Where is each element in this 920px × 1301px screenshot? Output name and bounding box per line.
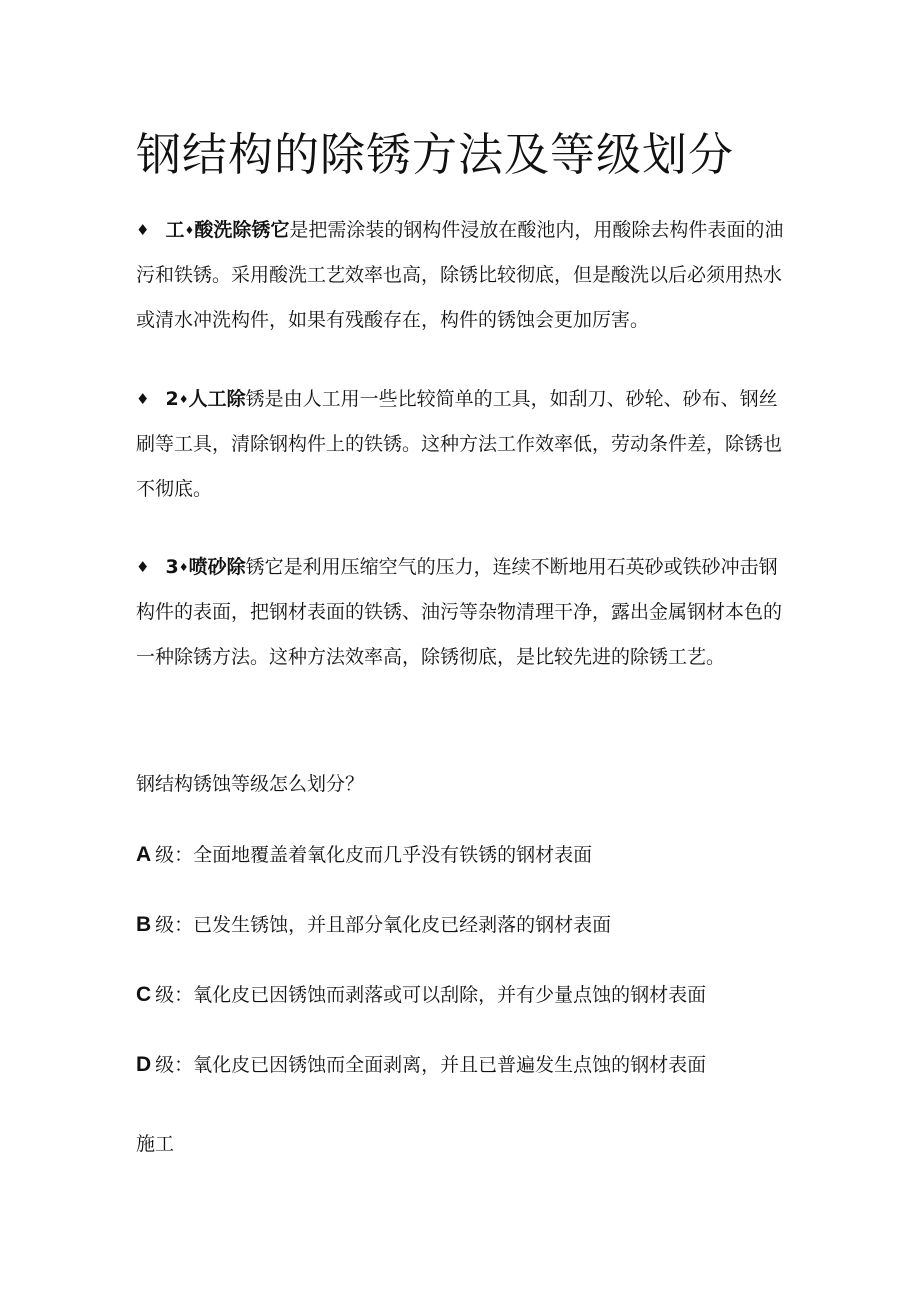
section-body: 锈是由人工用一些比较简单的工具，如刮刀、砂轮、砂布、钢丝刷等工具，清除钢构件上的铁锈。这种方法工作效率低，劳动条件差，除锈也不彻底。	[136, 388, 783, 500]
section-sandblasting	[136, 545, 788, 680]
grade-description: 级：全面地覆盖着氧化皮而几乎没有铁锈的钢材表面	[155, 844, 593, 866]
grade-description: 级：氧化皮已因锈蚀而全面剥离，并且已普遍发生点蚀的钢材表面	[155, 1054, 707, 1076]
section-body: 锈它是利用压缩空气的压力，连续不断地用石英砂或铁砂冲击钢构件的表面，把钢材表面的铁锈、油污等杂物清理干净，露出金属钢材本色的一种除锈方法。这种方法效率高，除锈彻底，是比较先进的除锈工艺。	[136, 556, 783, 668]
grade-description: 级：氧化皮已因锈蚀而剥落或可以刮除，并有少量点蚀的钢材表面	[155, 984, 707, 1006]
section-number: 2	[165, 388, 179, 410]
small-diamond-icon: ♦	[178, 561, 189, 574]
section-number: 3	[165, 556, 179, 578]
grade-letter: C	[136, 983, 152, 1006]
footer-heading: 施工	[136, 1133, 175, 1155]
grade-letter: D	[136, 1053, 152, 1076]
grade-a-line	[136, 840, 836, 870]
section-heading: 酸洗除锈它	[194, 219, 290, 241]
grade-d-line	[136, 1050, 836, 1080]
diamond-bullet-icon: ♦	[136, 390, 150, 408]
grade-letter: B	[136, 913, 152, 936]
section-acid-pickling	[136, 208, 788, 343]
small-diamond-icon: ♦	[184, 224, 195, 237]
diamond-bullet-icon: ♦	[136, 558, 150, 576]
section-manual-derusting	[136, 377, 788, 512]
grade-question: 钢结构锈蚀等级怎么划分？	[136, 773, 365, 795]
section-number: 工	[165, 219, 185, 241]
diamond-bullet-icon: ♦	[136, 221, 150, 239]
grade-b-line	[136, 910, 836, 940]
grade-c-line	[136, 980, 836, 1010]
section-heading: 喷砂除	[188, 556, 246, 578]
grade-description: 级：已发生锈蚀，并且部分氧化皮已经剥落的钢材表面	[155, 914, 612, 936]
section-heading: 人工除	[188, 388, 246, 410]
grade-letter: A	[136, 843, 152, 866]
small-diamond-icon: ♦	[178, 393, 189, 406]
section-body: 是把需涂装的钢构件浸放在酸池内，用酸除去构件表面的油污和铁锈。采用酸洗工艺效率也高，除锈比较彻底，但是酸洗以后必须用热水或清水冲洗构件，如果有残酸存在，构件的锈蚀会更加厉害。	[136, 219, 784, 331]
page-title: 钢结构的除锈方法及等级划分	[136, 128, 735, 181]
